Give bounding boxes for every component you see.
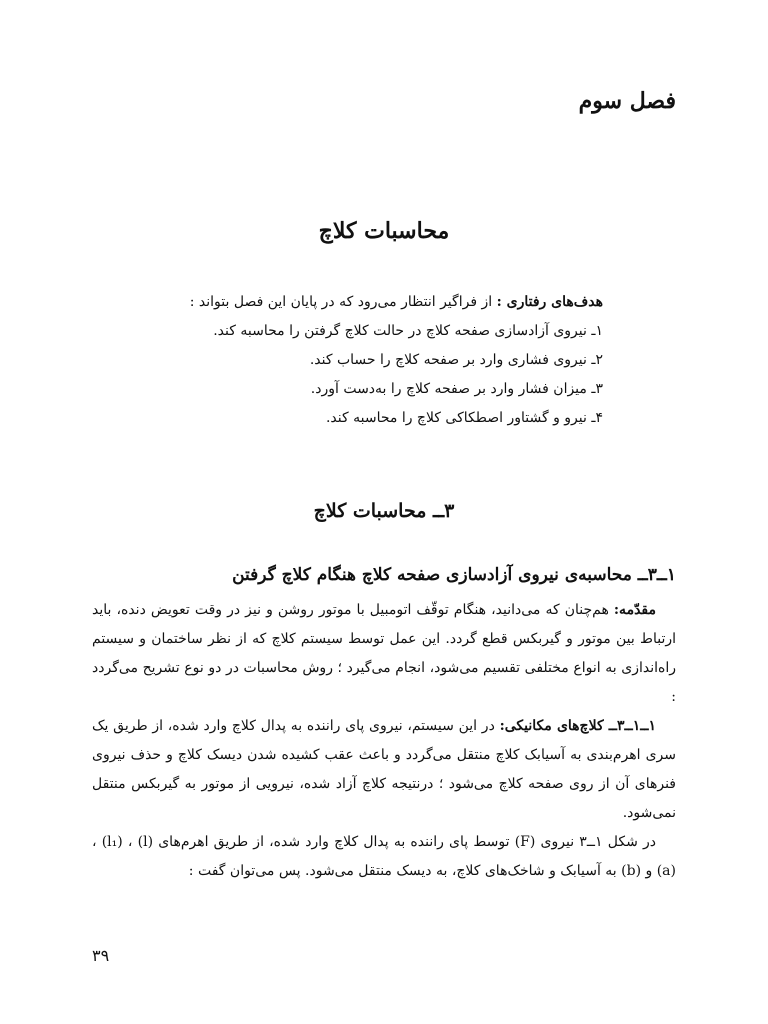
subsection-title: ۱ــ۳ــ محاسبه‌ی نیروی آزادسازی صفحه کلاچ هنگام کلاچ گرفتن — [232, 565, 676, 585]
behavioral-objectives — [143, 288, 603, 433]
objective-item: ۴ـ نیرو و گشتاور اصطکاکی کلاچ را محاسبه کند. — [325, 410, 603, 426]
intro-paragraph — [92, 596, 676, 712]
objective-item: ۱ـ نیروی آزادسازی صفحه کلاچ در حالت کلاچ گرفتن را محاسبه کند. — [213, 323, 603, 339]
objectives-list — [143, 317, 603, 433]
chapter-title: محاسبات کلاچ — [318, 218, 450, 244]
intro-text: هم‌چنان که می‌دانید، هنگام توقّف اتومبیل با موتور روشن و نیز در وقت تعویض دنده، باید ارتباط بین موتور و گیربکس قطع گردد. این عمل توسط سیستم کلاچ که از نظر ساختمان و سیستم راه‌اندازی به انواع مختلفی تقسیم می‌شود، انجام می‌گیرد ؛ روش محاسبات در دو نوع تشریح می‌گردد : — [92, 602, 676, 705]
mechanical-clutch-text: در این سیستم، نیروی پای راننده به پدال کلاچ وارد شده، از طریق یک سری اهرم‌بندی به آسیابک کلاچ منتقل می‌گردد و باعث عقب کشیده شدن دیسک کلاچ و حذف نیروی فنرهای آن از روی صفحه کلاچ می‌شود ؛ درنتیجه کلاچ آزاد شده، نیرویی از موتور به گیربکس منتقل نمی‌شود. — [92, 718, 676, 821]
objectives-text: از فراگیر انتظار می‌رود که در پایان این فصل بتواند : — [189, 294, 493, 310]
page-number: ۳۹ — [92, 946, 110, 965]
objectives-label: هدف‌های رفتاری : — [496, 294, 603, 310]
chapter-label: فصل سوم — [578, 88, 676, 114]
mechanical-clutch-label: ۱ــ۱ــ۳ــ کلاچ‌های مکانیکی: — [499, 718, 656, 734]
objective-item: ۲ـ نیروی فشاری وارد بر صفحه کلاچ را حساب کند. — [309, 352, 603, 368]
section-title: ۳ــ محاسبات کلاچ — [313, 500, 455, 522]
objective-item: ۳ـ میزان فشار وارد بر صفحه کلاچ را به‌دست آورد. — [310, 381, 603, 397]
objectives-intro — [143, 288, 603, 317]
figure-paragraph: در شکل ۱ــ۳ نیروی (F) توسط پای راننده به پدال کلاچ وارد شده، از طریق اهرم‌های (l) ، (l₁) ، (a) و (b) به آسیابک و شاخک‌های کلاچ، به دیسک منتقل می‌شود. پس می‌توان گفت : — [92, 834, 676, 879]
body-text — [92, 596, 676, 886]
intro-label: مقدّمه: — [613, 602, 656, 618]
mechanical-clutch-paragraph — [92, 712, 676, 828]
